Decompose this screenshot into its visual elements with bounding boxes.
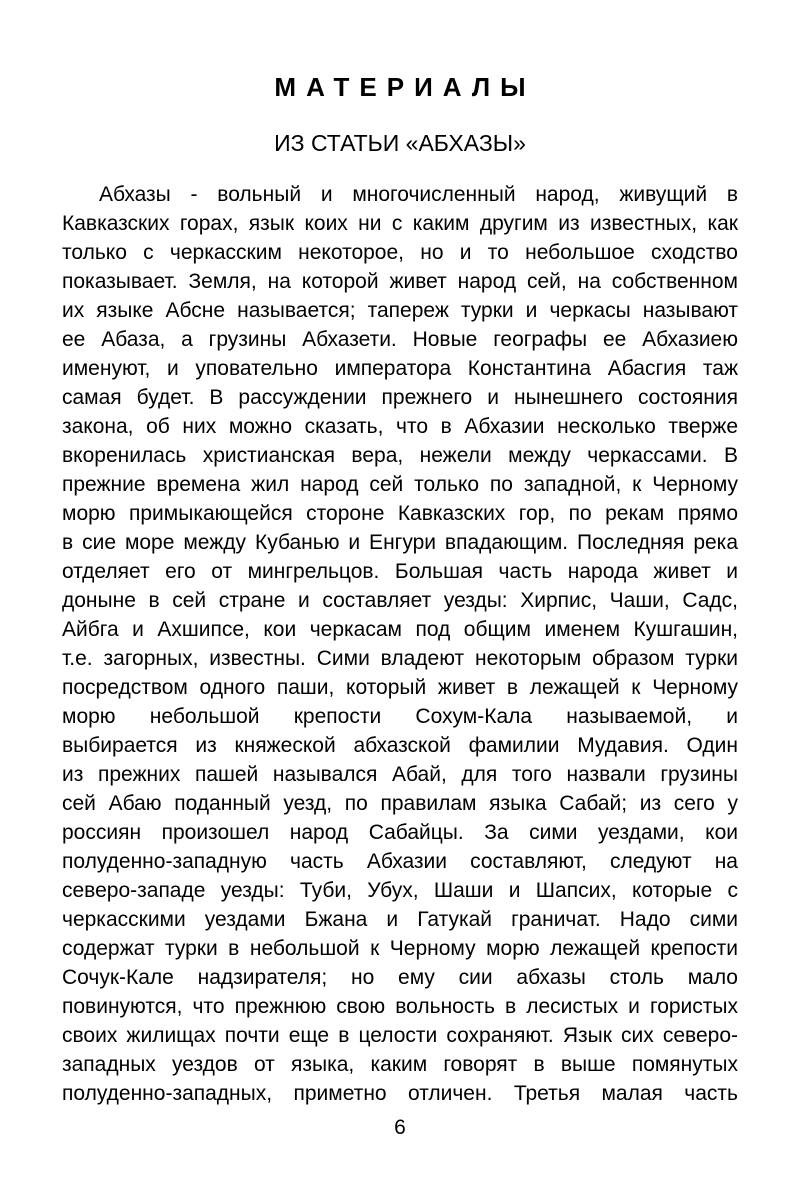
text-line: Айбга и Ахшипсе, кои черкасам под общим именем Кушгашин, <box>62 618 738 641</box>
text-line: западных уездов от языка, каким говорят в выше помянутых <box>62 1053 738 1076</box>
text-line: доныне в сей стране и составляет уезды: Хирпис, Чаши, Садс, <box>62 589 738 612</box>
text-line: сей Абаю поданный уезд, по правилам языка Сабай; из сего у <box>62 792 738 815</box>
text-line: их языке Абсне называется; тапереж турки и черкасы называют <box>62 299 738 322</box>
text-line: северо-западе уезды: Туби, Убух, Шаши и Шапсих, которые с <box>62 879 738 902</box>
text-line: вкоренилась христианская вера, нежели между черкассами. В <box>62 444 738 467</box>
text-line: ее Абаза, а грузины Абхазети. Новые географы ее Абхазиею <box>62 328 738 351</box>
text-line: отделяет его от мингрельцов. Большая часть народа живет и <box>62 560 738 583</box>
text-line: Сочук-Кале надзирателя; но ему сии абхазы столь мало <box>62 966 738 989</box>
text-line: т.е. загорных, известны. Сими владеют некоторым образом турки <box>62 647 738 670</box>
text-line: посредством одного паши, который живет в лежащей к Черному <box>62 676 738 699</box>
text-line: именуют, и уповательно императора Константина Абасгия таж <box>62 357 738 380</box>
text-line: морю примыкающейся стороне Кавказских гор, по рекам прямо <box>62 502 738 525</box>
text-line: полуденно-западных, приметно отличен. Третья малая часть <box>62 1082 738 1105</box>
text-line: самая будет. В рассуждении прежнего и нынешнего состояния <box>62 386 738 409</box>
text-line: полуденно-западную часть Абхазии составляют, следуют на <box>62 850 738 873</box>
text-line: Кавказских горах, язык коих ни с каким другим из известных, как <box>62 212 738 235</box>
text-line: Абхазы - вольный и многочисленный народ, живущий в <box>99 183 738 206</box>
text-line: черкасскими уездами Бжана и Гатукай граничат. Надо сими <box>62 908 738 931</box>
text-line: россиян произошел народ Сабайцы. За сими уездами, кои <box>62 821 738 844</box>
article-body <box>62 180 738 1108</box>
text-line: морю небольшой крепости Сохум-Кала называемой, и <box>62 705 738 728</box>
text-line: закона, об них можно сказать, что в Абхазии несколько тверже <box>62 415 738 438</box>
text-line: только с черкасским некоторое, но и то небольшое сходство <box>62 241 738 264</box>
text-line: показывает. Земля, на которой живет народ сей, на собственном <box>62 270 738 293</box>
text-line: содержат турки в небольшой к Черному морю лежащей крепости <box>62 937 738 960</box>
text-line: в сие море между Кубанью и Енгури впадающим. Последняя река <box>62 531 738 554</box>
page-number: 6 <box>394 1116 406 1139</box>
text-line: прежние времена жил народ сей только по западной, к Черному <box>62 473 738 496</box>
text-line: выбирается из княжеской абхазской фамилии Мудавия. Один <box>62 734 738 757</box>
text-line: своих жилищах почти еще в целости сохраняют. Язык сих северо- <box>62 1024 738 1047</box>
text-line: из прежних пашей назывался Абай, для того назвали грузины <box>62 763 738 786</box>
text-line: повинуются, что прежнюю свою вольность в лесистых и гористых <box>62 995 738 1018</box>
page-title: МАТЕРИАЛЫ <box>274 72 536 102</box>
article-subtitle: ИЗ СТАТЬИ «АБХАЗЫ» <box>274 130 526 156</box>
